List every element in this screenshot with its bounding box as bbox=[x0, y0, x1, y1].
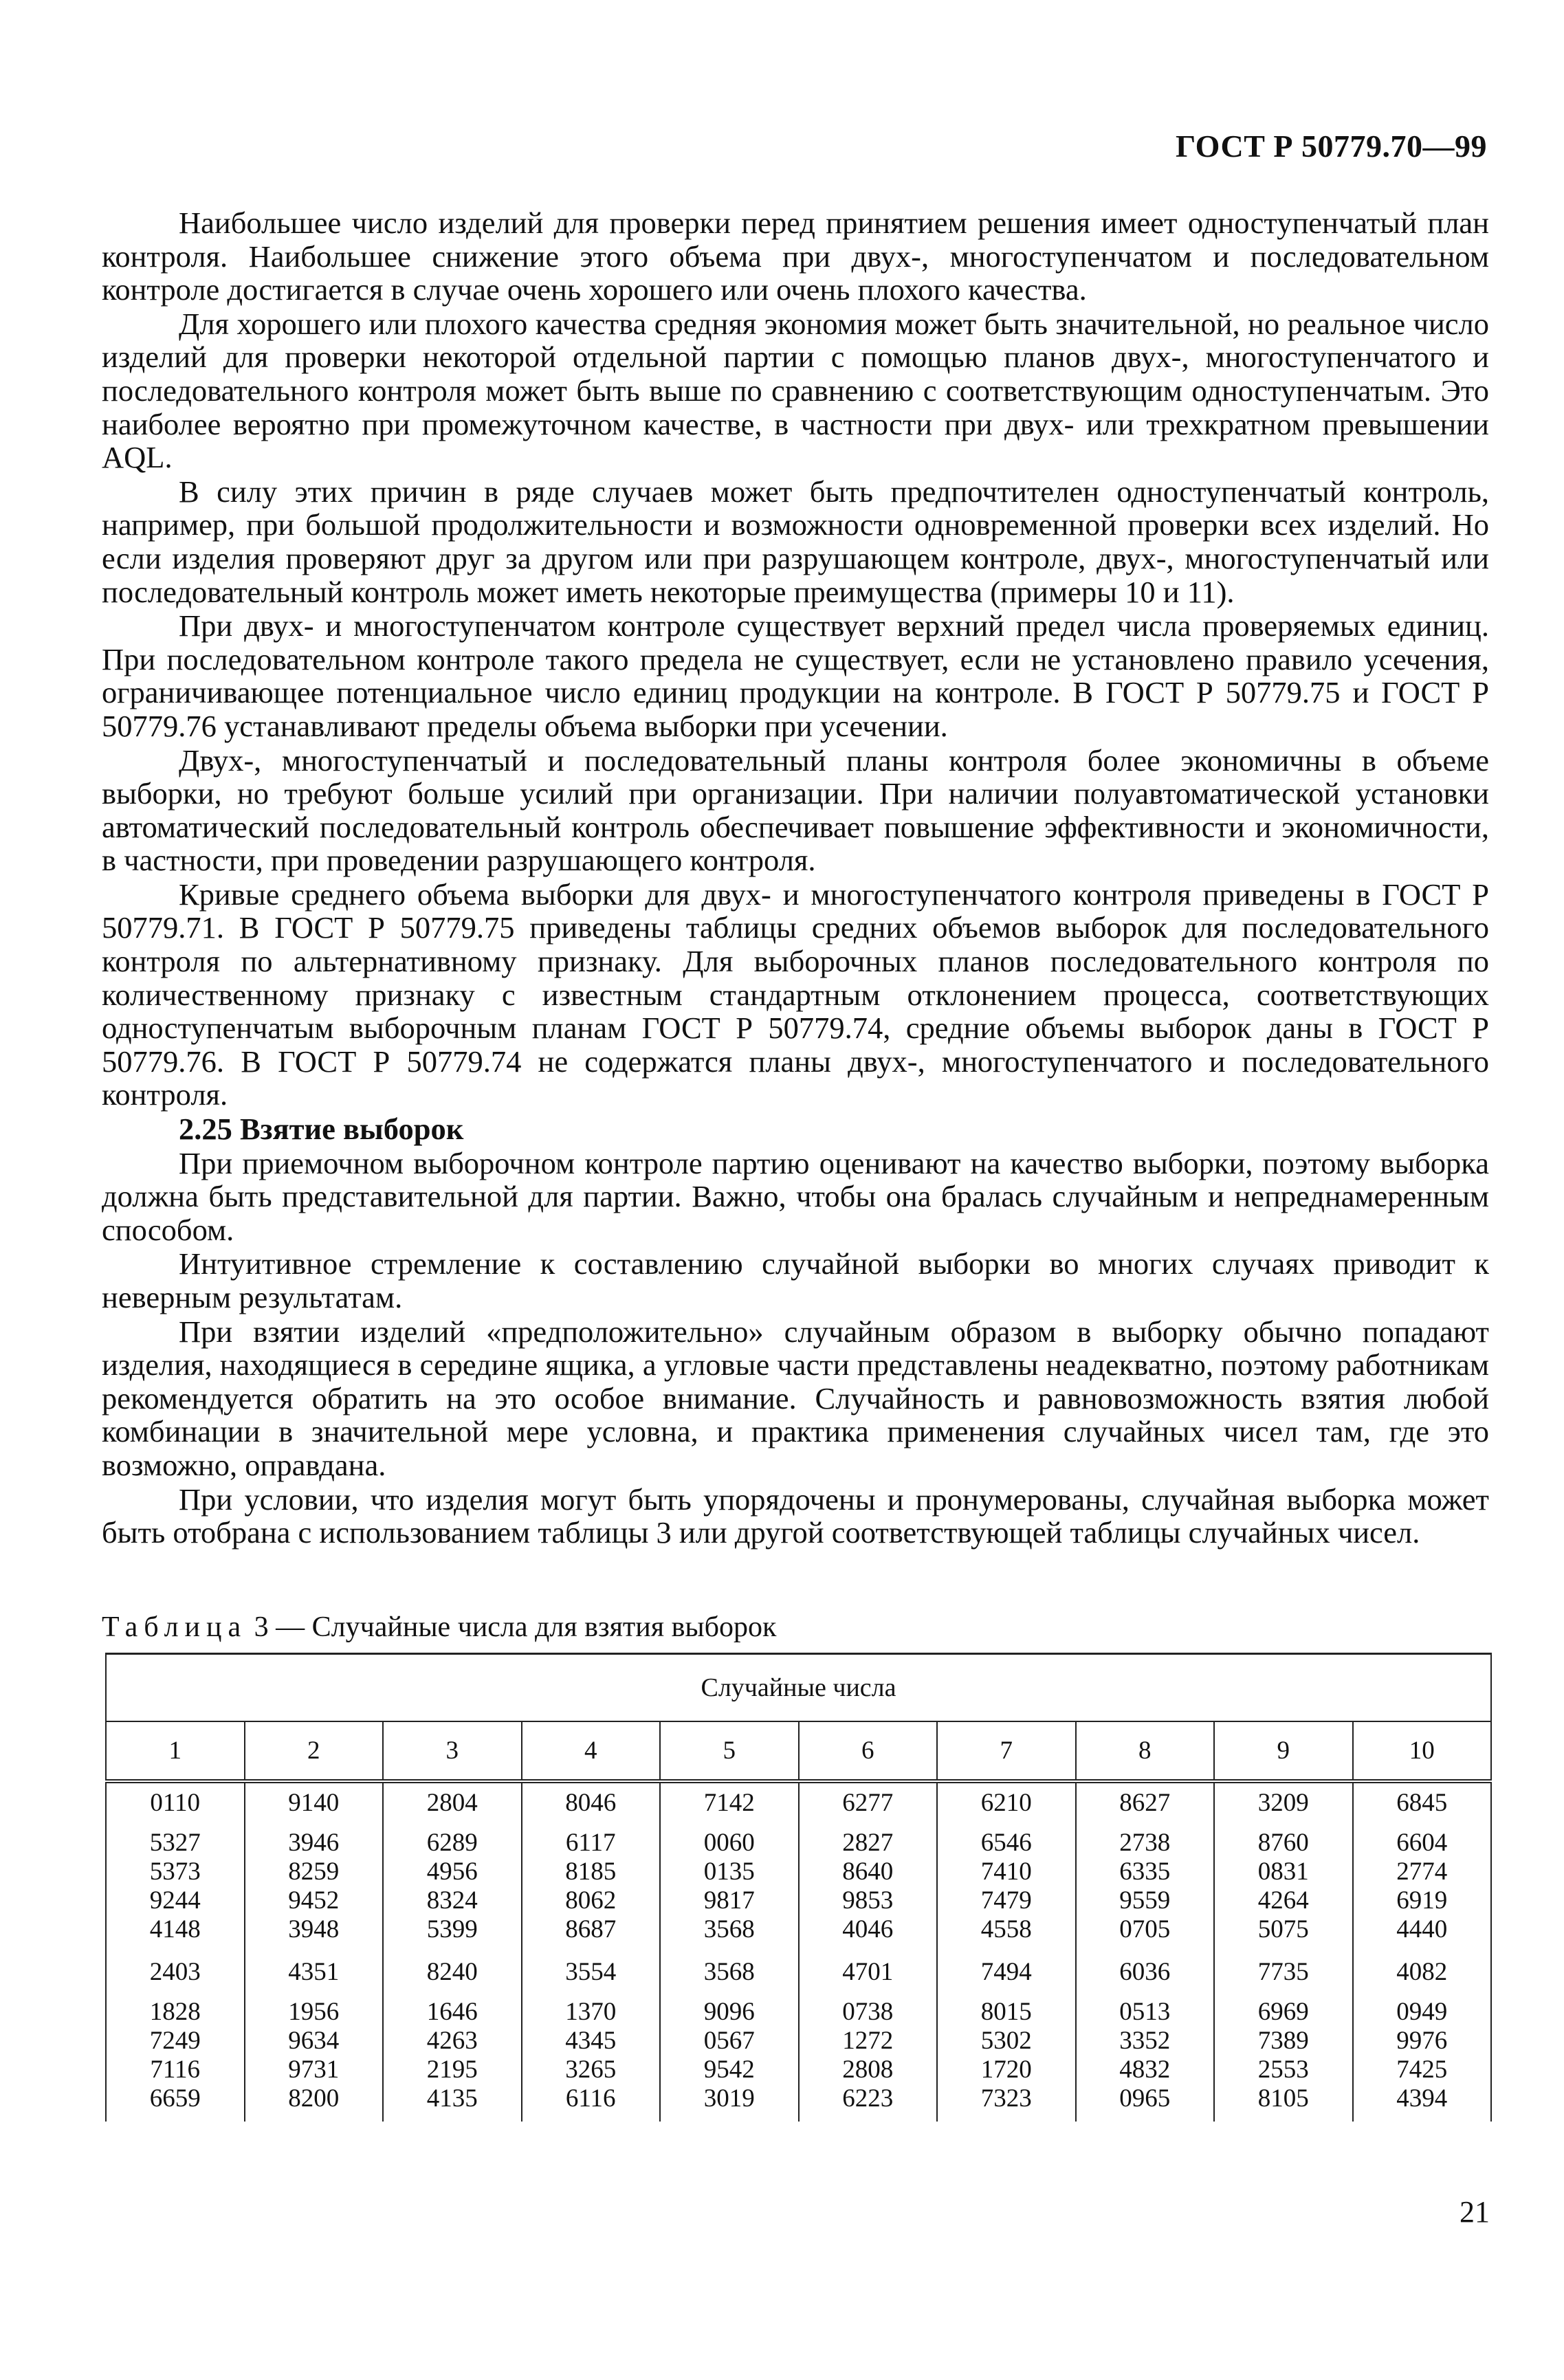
cell-value: 2827 bbox=[842, 1829, 894, 1857]
cell-value: 0513 bbox=[1119, 1998, 1171, 2026]
table-cell bbox=[799, 1952, 938, 1991]
cell-value: 4701 bbox=[842, 1958, 894, 1986]
cell-value: 9559 bbox=[1119, 1886, 1171, 1915]
cell-value: 4440 bbox=[1396, 1915, 1448, 1943]
cell-value: 1370 bbox=[565, 1998, 617, 2026]
table-cell bbox=[799, 1781, 938, 1822]
cell-value: 7323 bbox=[980, 2084, 1032, 2113]
table-cell bbox=[1214, 1991, 1353, 2122]
cell-value: 7116 bbox=[150, 2056, 201, 2084]
paragraph: При приемочном выборочном контроле партию оценивают на качество выборки, поэтому выборка должна быть представительной для партии. Важно, чтобы она бралась случайным и непреднамеренным способом. bbox=[102, 1145, 1489, 1247]
paragraph: При двух- и многоступенчатом контроле существует верхний предел числа проверяемых единиц. При последовательном контроле такого предела не существует, если не установлено правило усечения, ограничивающее потенциальное число единиц продукции на контроле. В ГОСТ Р 50779.75 и ГОСТ Р 50779.76 устанавливают пределы объема выборки при усечении. bbox=[102, 608, 1489, 743]
table-cell bbox=[937, 1952, 1076, 1991]
cell-value: 3948 bbox=[288, 1915, 340, 1943]
cell-value: 1272 bbox=[842, 2027, 894, 2055]
cell-value: 7494 bbox=[980, 1958, 1032, 1986]
table-cell bbox=[245, 1781, 384, 1822]
cell-value: 0738 bbox=[842, 1998, 894, 2026]
cell-value: 8259 bbox=[288, 1858, 340, 1886]
paragraph: Для хорошего или плохого качества средняя экономия может быть значительной, но реальное число изделий для проверки некоторой отдельной партии с помощью планов двух-, многоступенчатого и последовательного контроля может быть выше по сравнению с соответствующим одноступенчатым. Это наиболее вероятно при промежуточном качестве, в частности при двух- или трехкратном превышении AQL. bbox=[102, 306, 1489, 475]
cell-value: 2403 bbox=[149, 1958, 201, 1986]
cell-value: 7735 bbox=[1257, 1958, 1309, 1986]
cell-value: 1646 bbox=[426, 1998, 478, 2026]
cell-value: 6919 bbox=[1396, 1886, 1448, 1915]
cell-value: 4351 bbox=[288, 1958, 340, 1986]
cell-value: 6117 bbox=[565, 1829, 616, 1857]
cell-value: 5075 bbox=[1257, 1915, 1309, 1943]
cell-value: 8200 bbox=[288, 2084, 340, 2113]
cell-value: 8627 bbox=[1119, 1789, 1171, 1817]
table-cell bbox=[1214, 1952, 1353, 1991]
cell-value: 4558 bbox=[980, 1915, 1032, 1943]
paragraph: При взятии изделий «предположительно» случайным образом в выборку обычно попадают изделия, находящиеся в середине ящика, а угловые части представлены неадекватно, поэтому работникам рекомендуется обратить на это особое внимание. Случайность и равновозможность взятия любой комбинации в значительной мере условна, и практика применения случайных чисел там, где это возможно, оправдана. bbox=[102, 1314, 1489, 1482]
cell-value: 9731 bbox=[288, 2056, 340, 2084]
column-header: 4 bbox=[522, 1721, 661, 1781]
cell-value: 0949 bbox=[1396, 1998, 1448, 2026]
paragraph: Наибольшее число изделий для проверки перед принятием решения имеет одноступенчатый план контроля. Наибольшее снижение этого объема при двух-, многоступенчатом и последовательном контроле достигается в случае очень хорошего или очень плохого качества. bbox=[102, 206, 1489, 307]
cell-value: 3554 bbox=[565, 1958, 617, 1986]
cell-value: 2774 bbox=[1396, 1858, 1448, 1886]
table-cell bbox=[660, 1822, 799, 1952]
paragraph-group-a bbox=[102, 206, 1489, 1112]
cell-value: 6604 bbox=[1396, 1829, 1448, 1857]
cell-value: 6289 bbox=[426, 1829, 478, 1857]
cell-value: 8046 bbox=[565, 1789, 617, 1817]
table-cell bbox=[1076, 1991, 1215, 2122]
cell-value: 8062 bbox=[565, 1886, 617, 1915]
table-cell bbox=[522, 1991, 661, 2122]
cell-value: 2553 bbox=[1257, 2056, 1309, 2084]
cell-value: 8760 bbox=[1257, 1829, 1309, 1857]
cell-value: 5302 bbox=[980, 2027, 1032, 2055]
table-column-header-row bbox=[106, 1721, 1491, 1781]
table-caption-label: Таблица bbox=[102, 1611, 247, 1643]
cell-value: 3946 bbox=[288, 1829, 340, 1857]
cell-value: 8324 bbox=[426, 1886, 478, 1915]
cell-value: 8105 bbox=[1257, 2084, 1309, 2113]
column-header: 1 bbox=[106, 1721, 245, 1781]
cell-value: 5327 bbox=[149, 1829, 201, 1857]
cell-value: 5373 bbox=[149, 1858, 201, 1886]
cell-value: 4082 bbox=[1396, 1958, 1448, 1986]
cell-value: 0831 bbox=[1257, 1858, 1309, 1886]
table-cell bbox=[245, 1991, 384, 2122]
table-cell bbox=[937, 1781, 1076, 1822]
column-header: 2 bbox=[245, 1721, 384, 1781]
cell-value: 4345 bbox=[565, 2027, 617, 2055]
table-cell bbox=[1076, 1952, 1215, 1991]
table-cell bbox=[106, 1822, 245, 1952]
cell-value: 6116 bbox=[565, 2084, 616, 2113]
column-header: 7 bbox=[937, 1721, 1076, 1781]
paragraph: Двух-, многоступенчатый и последовательный планы контроля более экономичны в объеме выборки, но требуют больше усилий при организации. При наличии полуавтоматической установки автоматический последовательный контроль обеспечивает повышение эффективности и экономичности, в частности, при проведении разрушающего контроля. bbox=[102, 742, 1489, 878]
cell-value: 4956 bbox=[426, 1858, 478, 1886]
cell-value: 2808 bbox=[842, 2056, 894, 2084]
cell-value: 9140 bbox=[288, 1789, 340, 1817]
cell-value: 4263 bbox=[426, 2027, 478, 2055]
table-row-group bbox=[106, 1991, 1491, 2122]
cell-value: 9976 bbox=[1396, 2027, 1448, 2055]
cell-value: 6335 bbox=[1119, 1858, 1171, 1886]
random-numbers-table bbox=[105, 1653, 1492, 2122]
paragraph: При условии, что изделия могут быть упорядочены и пронумерованы, случайная выборка может быть отобрана с использованием таблицы 3 или другой соответствующей таблицы случайных чисел. bbox=[102, 1481, 1489, 1550]
cell-value: 6659 bbox=[149, 2084, 201, 2113]
cell-value: 8687 bbox=[565, 1915, 617, 1943]
cell-value: 1956 bbox=[288, 1998, 340, 2026]
table-cell bbox=[106, 1952, 245, 1991]
table-cell bbox=[522, 1781, 661, 1822]
table-cell bbox=[522, 1822, 661, 1952]
cell-value: 8240 bbox=[426, 1958, 478, 1986]
table-cell bbox=[1214, 1822, 1353, 1952]
table-cell bbox=[106, 1781, 245, 1822]
table-cell bbox=[383, 1952, 522, 1991]
cell-value: 4394 bbox=[1396, 2084, 1448, 2113]
table-cell bbox=[1214, 1781, 1353, 1822]
cell-value: 2804 bbox=[426, 1789, 478, 1817]
table-row-group bbox=[106, 1952, 1491, 1991]
cell-value: 6036 bbox=[1119, 1958, 1171, 1986]
cell-value: 9817 bbox=[703, 1886, 755, 1915]
cell-value: 8185 bbox=[565, 1858, 617, 1886]
cell-value: 0567 bbox=[703, 2027, 755, 2055]
table-cell bbox=[383, 1781, 522, 1822]
table-cell bbox=[799, 1822, 938, 1952]
table-cell bbox=[1353, 1991, 1492, 2122]
cell-value: 3352 bbox=[1119, 2027, 1171, 2055]
cell-value: 7425 bbox=[1396, 2056, 1448, 2084]
cell-value: 3568 bbox=[703, 1958, 755, 1986]
cell-value: 8015 bbox=[980, 1998, 1032, 2026]
cell-value: 4046 bbox=[842, 1915, 894, 1943]
table-cell bbox=[245, 1822, 384, 1952]
table-cell bbox=[937, 1822, 1076, 1952]
table-group-header-row bbox=[106, 1654, 1491, 1722]
cell-value: 1720 bbox=[980, 2056, 1032, 2084]
cell-value: 9244 bbox=[149, 1886, 201, 1915]
cell-value: 7389 bbox=[1257, 2027, 1309, 2055]
cell-value: 0965 bbox=[1119, 2084, 1171, 2113]
cell-value: 0060 bbox=[703, 1829, 755, 1857]
paragraph: Интуитивное стремление к составлению случайной выборки во многих случаях приводит к неверным результатам. bbox=[102, 1246, 1489, 1314]
cell-value: 4148 bbox=[149, 1915, 201, 1943]
cell-value: 9634 bbox=[288, 2027, 340, 2055]
cell-value: 1828 bbox=[149, 1998, 201, 2026]
cell-value: 9542 bbox=[703, 2056, 755, 2084]
cell-value: 7249 bbox=[149, 2027, 201, 2055]
table-cell bbox=[522, 1952, 661, 1991]
table-cell bbox=[660, 1991, 799, 2122]
table-cell bbox=[1076, 1822, 1215, 1952]
cell-value: 4135 bbox=[426, 2084, 478, 2113]
cell-value: 0705 bbox=[1119, 1915, 1171, 1943]
paragraph: В силу этих причин в ряде случаев может быть предпочтителен одноступенчатый контроль, например, при большой продолжительности и возможности одновременной проверки всех изделий. Но если изделия проверяют друг за другом или при разрушающем контроле, двух-, многоступенчатый или последовательный контроль может иметь некоторые преимущества (примеры 10 и 11). bbox=[102, 474, 1489, 609]
table-cell bbox=[383, 1822, 522, 1952]
cell-value: 2195 bbox=[426, 2056, 478, 2084]
paragraph-group-b bbox=[102, 1147, 1489, 1550]
table-cell bbox=[245, 1952, 384, 1991]
column-header: 10 bbox=[1353, 1721, 1492, 1781]
cell-value: 6210 bbox=[980, 1789, 1032, 1817]
table-cell bbox=[383, 1991, 522, 2122]
cell-value: 4264 bbox=[1257, 1886, 1309, 1915]
table-cell bbox=[660, 1781, 799, 1822]
cell-value: 9452 bbox=[288, 1886, 340, 1915]
table-cell bbox=[799, 1991, 938, 2122]
cell-value: 0110 bbox=[150, 1789, 201, 1817]
cell-value: 6223 bbox=[842, 2084, 894, 2113]
paragraph: Кривые среднего объема выборки для двух- и многоступенчатого контроля приведены в ГОСТ Р 50779.71. В ГОСТ Р 50779.75 приведены таблицы средних объемов выборок для последовательного контроля по альтернативному признаку. Для выборочных планов последовательного контроля по количественному признаку с известным стандартным отклонением процесса, соответствующих одноступенчатым выборочным планам ГОСТ Р 50779.74, средние объемы выборок даны в ГОСТ Р 50779.76. В ГОСТ Р 50779.74 не содержатся планы двух-, многоступенчатого и последовательного контроля. bbox=[102, 877, 1489, 1112]
cell-value: 5399 bbox=[426, 1915, 478, 1943]
cell-value: 6277 bbox=[842, 1789, 894, 1817]
column-header: 6 bbox=[799, 1721, 938, 1781]
cell-value: 6546 bbox=[980, 1829, 1032, 1857]
body-text bbox=[102, 206, 1489, 1550]
table-caption-text: 3 — Случайные числа для взятия выборок bbox=[254, 1611, 777, 1643]
column-header: 8 bbox=[1076, 1721, 1215, 1781]
cell-value: 9853 bbox=[842, 1886, 894, 1915]
cell-value: 7410 bbox=[980, 1858, 1032, 1886]
document-header: ГОСТ Р 50779.70—99 bbox=[1176, 129, 1487, 164]
table-cell bbox=[660, 1952, 799, 1991]
cell-value: 9096 bbox=[703, 1998, 755, 2026]
cell-value: 6845 bbox=[1396, 1789, 1448, 1817]
column-header: 5 bbox=[660, 1721, 799, 1781]
table-cell bbox=[937, 1991, 1076, 2122]
cell-value: 8640 bbox=[842, 1858, 894, 1886]
cell-value: 2738 bbox=[1119, 1829, 1171, 1857]
table-cell bbox=[1353, 1952, 1492, 1991]
table-cell bbox=[106, 1991, 245, 2122]
cell-value: 3568 bbox=[703, 1915, 755, 1943]
column-header: 9 bbox=[1214, 1721, 1353, 1781]
cell-value: 6969 bbox=[1257, 1998, 1309, 2026]
table-cell bbox=[1353, 1781, 1492, 1822]
column-header: 3 bbox=[383, 1721, 522, 1781]
table-cell bbox=[1076, 1781, 1215, 1822]
table-group-header: Случайные числа bbox=[106, 1654, 1491, 1722]
table-cell bbox=[1353, 1822, 1492, 1952]
table-row-group bbox=[106, 1781, 1491, 1822]
cell-value: 4832 bbox=[1119, 2056, 1171, 2084]
cell-value: 7479 bbox=[980, 1886, 1032, 1915]
cell-value: 0135 bbox=[703, 1858, 755, 1886]
table-row-group bbox=[106, 1822, 1491, 1952]
section-heading: 2.25 Взятие выборок bbox=[179, 1112, 464, 1147]
page-number: 21 bbox=[1460, 2195, 1490, 2229]
cell-value: 3265 bbox=[565, 2056, 617, 2084]
table-caption bbox=[102, 1611, 776, 1644]
cell-value: 7142 bbox=[703, 1789, 755, 1817]
cell-value: 3209 bbox=[1257, 1789, 1309, 1817]
cell-value: 3019 bbox=[703, 2084, 755, 2113]
